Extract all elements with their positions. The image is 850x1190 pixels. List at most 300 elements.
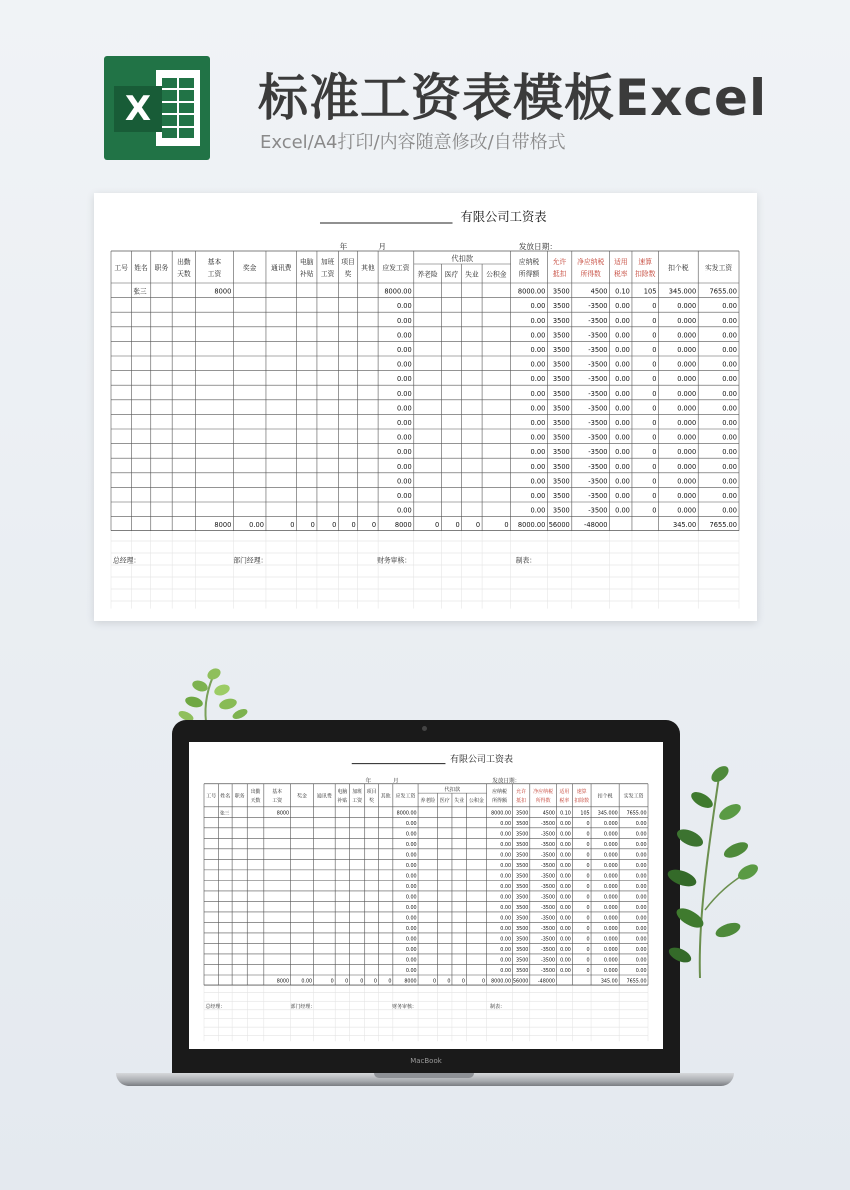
screen-header-fund: 公积金 xyxy=(469,798,484,805)
sheet-cell-taxable: 0.00 xyxy=(530,302,546,311)
screen-cell-quick: 0 xyxy=(586,969,590,975)
sheet-sheet-title: 有限公司工资表 xyxy=(460,210,547,224)
screen-cell-gross: 0.00 xyxy=(405,832,417,838)
sheet-total-medical: 0 xyxy=(455,521,460,530)
sheet-year-label: 年 xyxy=(339,242,348,251)
sheet-cell-taxable: 0.00 xyxy=(530,346,546,354)
sheet-header-allowed: 允许 xyxy=(552,258,567,266)
sheet-cell-gross: 0.00 xyxy=(396,462,412,471)
screen-cell-net: -3500 xyxy=(540,906,556,912)
sheet-cell-allowed: 3500 xyxy=(552,448,570,457)
sheet-cell-pay: 0.00 xyxy=(722,360,737,369)
sheet-cell-net: -3500 xyxy=(588,462,608,471)
sheet-cell-net: -3500 xyxy=(588,506,608,515)
sheet-cell-taxable: 0.00 xyxy=(530,492,546,500)
sheet-cell-tax: 0.000 xyxy=(677,477,697,486)
screen-cell-taxable: 0.00 xyxy=(500,937,512,943)
screen-cell-pay: 0.00 xyxy=(635,853,647,859)
screen-cell-rate: 0.00 xyxy=(560,937,571,943)
sheet-cell-tax: 0.000 xyxy=(677,462,697,471)
screen-cell-pay: 7655.00 xyxy=(626,811,647,817)
sheet-header-quick: 速算 xyxy=(638,258,653,266)
screen-cell-allowed: 3500 xyxy=(516,832,529,838)
sheet-header-pay: 实发工资 xyxy=(705,264,733,272)
screen-cell-allowed: 3500 xyxy=(516,811,529,817)
screen-cell-taxable: 0.00 xyxy=(500,895,512,901)
sheet-header-medical: 医疗 xyxy=(444,270,459,279)
screen-cell-pay: 0.00 xyxy=(635,927,647,933)
screen-cell-gross: 0.00 xyxy=(405,906,417,912)
sheet-cell-net: 4500 xyxy=(590,287,608,296)
sheet-cell-tax: 0.000 xyxy=(677,389,697,398)
sheet-header-base: 工资 xyxy=(207,270,222,278)
screen-cell-rate: 0.00 xyxy=(560,916,571,922)
screen-cell-gross: 0.00 xyxy=(405,863,417,869)
screen-cell-net: -3500 xyxy=(540,863,556,869)
screen-cell-tax: 0.000 xyxy=(603,821,618,827)
sheet-cell-tax: 0.000 xyxy=(677,346,697,354)
sheet-total-net: -48000 xyxy=(584,521,608,530)
screen-cell-rate: 0.00 xyxy=(560,842,571,848)
screen-cell-quick: 0 xyxy=(586,958,590,964)
screen-total-medical: 0 xyxy=(447,979,451,985)
sheet-cell-net: -3500 xyxy=(588,477,608,486)
sheet-header-telecom: 通讯费 xyxy=(271,264,292,272)
sheet-cell-net: -3500 xyxy=(588,331,608,340)
screen-cell-rate: 0.00 xyxy=(560,832,571,838)
screen-cell-net: -3500 xyxy=(540,885,556,891)
screen-header-base: 基本 xyxy=(272,789,283,796)
sheet-cell-tax: 0.000 xyxy=(677,316,697,325)
sheet-cell-quick: 0 xyxy=(652,492,657,500)
screen-cell-taxable: 0.00 xyxy=(500,853,512,859)
screen-cell-quick: 0 xyxy=(586,937,590,943)
sheet-cell-pay: 0.00 xyxy=(722,346,737,354)
sheet-cell-net: -3500 xyxy=(588,316,608,325)
sheet-header-net_taxable: 所得数 xyxy=(580,270,601,278)
sheet-cell-quick: 0 xyxy=(652,360,657,369)
screen-cell-gross: 0.00 xyxy=(405,895,417,901)
screen-cell-gross: 0.00 xyxy=(405,842,417,848)
sheet-cell-allowed: 3500 xyxy=(552,375,570,384)
sheet-cell-net: -3500 xyxy=(588,360,608,369)
screen-cell-pay: 0.00 xyxy=(635,937,647,943)
sheet-cell-pay: 0.00 xyxy=(722,462,737,471)
screen-cell-quick: 0 xyxy=(586,948,590,954)
screen-header-medical: 医疗 xyxy=(439,798,450,805)
sheet-header-rate: 税率 xyxy=(613,270,628,278)
sheet-cell-rate: 0.10 xyxy=(615,287,630,296)
sheet-header-project: 奖 xyxy=(344,270,352,278)
screen-cell-taxable: 0.00 xyxy=(500,821,512,827)
sheet-cell-pay: 7655.00 xyxy=(709,287,737,296)
screen-cell-rate: 0.00 xyxy=(560,885,571,891)
screen-total-net: -48000 xyxy=(537,979,556,985)
sheet-cell-gross: 0.00 xyxy=(396,302,412,311)
sheet-cell-quick: 0 xyxy=(652,404,657,413)
sheet-cell-pay: 0.00 xyxy=(722,302,737,311)
screen-cell-quick: 105 xyxy=(580,811,590,817)
screen-total-pension: 0 xyxy=(433,979,437,985)
screen-cell-quick: 0 xyxy=(586,885,590,891)
screen-cell-net: -3500 xyxy=(540,842,556,848)
screen-header-tax: 扣个税 xyxy=(597,793,613,800)
screen-header-rate: 适用 xyxy=(559,789,570,796)
sheet-header-net_taxable: 净应纳税 xyxy=(577,258,605,266)
screen-cell-gross: 0.00 xyxy=(405,937,417,943)
screen-total-pc: 0 xyxy=(345,979,349,985)
sheet-cell-tax: 0.000 xyxy=(677,331,697,340)
sheet-cell-tax: 0.000 xyxy=(677,506,697,515)
sheet-cell-allowed: 3500 xyxy=(552,360,570,369)
screen-cell-gross: 0.00 xyxy=(405,927,417,933)
sheet-signature-1: 部门经理： xyxy=(233,556,268,565)
sheet-cell-quick: 0 xyxy=(652,302,657,311)
sheet-cell-quick: 0 xyxy=(652,419,657,427)
screen-cell-tax: 0.000 xyxy=(603,937,618,943)
screen-cell-quick: 0 xyxy=(586,842,590,848)
screen-header-pension: 养老险 xyxy=(420,798,436,805)
sheet-cell-quick: 105 xyxy=(643,287,657,296)
laptop xyxy=(172,720,680,1074)
screen-month-label: 月 xyxy=(392,778,399,785)
sheet-cell-pay: 0.00 xyxy=(722,404,737,413)
sheet-total-telecom: 0 xyxy=(290,521,295,530)
screen-cell-taxable: 0.00 xyxy=(500,863,512,869)
sheet-total-bonus: 0.00 xyxy=(249,521,264,530)
screen-cell-quick: 0 xyxy=(586,927,590,933)
screen-cell-quick: 0 xyxy=(586,863,590,869)
sheet-cell-allowed: 3500 xyxy=(552,331,570,340)
sheet-cell-pay: 0.00 xyxy=(722,448,737,457)
screen-cell-allowed: 3500 xyxy=(516,916,529,922)
sheet-cell-pay: 0.00 xyxy=(722,331,737,340)
sheet-cell-gross: 0.00 xyxy=(396,433,412,442)
screen-header-quick: 速算 xyxy=(576,789,587,796)
sheet-cell-allowed: 3500 xyxy=(552,419,570,427)
sheet-total-tax: 345.00 xyxy=(672,521,697,530)
screen-date-label: 发放日期： xyxy=(492,778,521,785)
sheet-header-other: 其他 xyxy=(361,264,375,272)
screen-total-gross: 8000 xyxy=(404,979,417,985)
sheet-cell-quick: 0 xyxy=(652,375,657,384)
camera-icon xyxy=(422,726,427,731)
screen-signature-3: 制表： xyxy=(490,1004,506,1011)
sheet-withholding-group: 代扣款 xyxy=(451,254,474,263)
sheet-header-gross: 应发工资 xyxy=(382,264,410,272)
sheet-date-label: 发放日期： xyxy=(518,242,557,251)
sheet-cell-quick: 0 xyxy=(652,346,657,354)
screen-header-gross: 应发工资 xyxy=(395,793,416,800)
screen-cell-taxable: 0.00 xyxy=(500,958,512,964)
screen-header-unemployment: 失业 xyxy=(454,798,465,805)
screen-cell-rate: 0.00 xyxy=(560,958,571,964)
sheet-header-project: 项目 xyxy=(341,258,355,266)
screen-total-telecom: 0 xyxy=(330,979,334,985)
sheet-cell-name: 张三 xyxy=(133,287,147,296)
sheet-cell-pay: 0.00 xyxy=(722,389,737,398)
sheet-cell-taxable: 0.00 xyxy=(530,404,546,413)
screen-cell-gross: 0.00 xyxy=(405,948,417,954)
screen-cell-gross: 0.00 xyxy=(405,874,417,880)
screen-total-base: 8000 xyxy=(276,979,290,985)
sheet-header-bonus: 奖金 xyxy=(242,264,257,272)
sheet-header-pension: 养老险 xyxy=(417,270,438,279)
screen-cell-tax: 0.000 xyxy=(603,853,618,859)
screen-cell-allowed: 3500 xyxy=(516,906,529,912)
screen-header-other: 其他 xyxy=(380,793,391,800)
sheet-cell-allowed: 3500 xyxy=(552,302,570,311)
screen-cell-allowed: 3500 xyxy=(516,821,529,827)
screen-cell-tax: 0.000 xyxy=(603,927,618,933)
screen-cell-rate: 0.00 xyxy=(560,874,571,880)
sheet-cell-gross: 0.00 xyxy=(396,360,412,369)
screen-cell-allowed: 3500 xyxy=(516,969,529,975)
screen-cell-pay: 0.00 xyxy=(635,842,647,848)
screen-header-attendance: 天数 xyxy=(250,797,261,804)
page-subtitle: Excel/A4打印/内容随意修改/自带格式 xyxy=(260,132,566,153)
sheet-signature-3: 制表： xyxy=(515,556,537,565)
sheet-cell-rate: 0.00 xyxy=(615,433,630,442)
sheet-cell-rate: 0.00 xyxy=(615,360,630,369)
screen-cell-allowed: 3500 xyxy=(516,937,529,943)
screen-cell-tax: 0.000 xyxy=(603,916,618,922)
sheet-cell-tax: 0.000 xyxy=(677,419,697,427)
screen-sheet-title: 有限公司工资表 xyxy=(450,755,513,766)
sheet-header-position: 职务 xyxy=(154,264,169,272)
screen-cell-allowed: 3500 xyxy=(516,958,529,964)
screen-cell-gross: 0.00 xyxy=(405,916,417,922)
screen-cell-tax: 0.000 xyxy=(603,969,618,975)
screen-header-name: 姓名 xyxy=(220,793,231,800)
screen-header-bonus: 奖金 xyxy=(297,793,307,800)
screen-cell-net: 4500 xyxy=(542,811,556,817)
screen-cell-taxable: 0.00 xyxy=(500,948,512,954)
sheet-cell-rate: 0.00 xyxy=(615,448,630,457)
sheet-cell-tax: 0.000 xyxy=(677,404,697,413)
sheet-total-project: 0 xyxy=(351,521,356,530)
screen-cell-quick: 0 xyxy=(586,832,590,838)
sheet-cell-gross: 0.00 xyxy=(396,492,412,500)
screen-cell-gross: 0.00 xyxy=(405,885,417,891)
screen-header-project: 项目 xyxy=(366,789,377,796)
screen-cell-quick: 0 xyxy=(586,916,590,922)
sheet-cell-quick: 0 xyxy=(652,477,657,486)
screen-header-net_taxable: 所得数 xyxy=(535,797,551,804)
sheet-cell-net: -3500 xyxy=(588,346,608,354)
sheet-cell-rate: 0.00 xyxy=(615,419,630,427)
screen-cell-allowed: 3500 xyxy=(516,853,529,859)
screen-total-other: 0 xyxy=(388,979,392,985)
screen-cell-pay: 0.00 xyxy=(635,958,647,964)
sheet-cell-taxable: 0.00 xyxy=(530,375,546,384)
sheet-cell-tax: 0.000 xyxy=(677,375,697,384)
sheet-cell-gross: 0.00 xyxy=(396,346,412,354)
sheet-cell-taxable: 0.00 xyxy=(530,389,546,398)
sheet-cell-net: -3500 xyxy=(588,492,608,500)
sheet-cell-gross: 0.00 xyxy=(396,404,412,413)
sheet-cell-taxable: 0.00 xyxy=(530,477,546,486)
screen-cell-taxable: 0.00 xyxy=(500,842,512,848)
screen-cell-quick: 0 xyxy=(586,906,590,912)
screen-header-id: 工号 xyxy=(206,793,217,800)
sheet-total-pay: 7655.00 xyxy=(709,521,737,530)
laptop-base xyxy=(116,1073,734,1086)
sheet-cell-rate: 0.00 xyxy=(615,477,630,486)
sheet-total-allowed: 56000 xyxy=(548,521,570,530)
sheet-cell-gross: 0.00 xyxy=(396,477,412,486)
sheet-cell-tax: 0.000 xyxy=(677,302,697,311)
sheet-cell-tax: 0.000 xyxy=(677,360,697,369)
sheet-cell-gross: 0.00 xyxy=(396,448,412,457)
salary-table-mini xyxy=(189,742,663,1049)
sheet-cell-allowed: 3500 xyxy=(552,287,570,296)
screen-cell-tax: 0.000 xyxy=(603,863,618,869)
sheet-cell-pay: 0.00 xyxy=(722,477,737,486)
screen-header-quick: 扣除数 xyxy=(574,797,590,804)
screen-cell-gross: 0.00 xyxy=(405,821,417,827)
screen-header-position: 职务 xyxy=(234,793,245,800)
sheet-cell-pay: 0.00 xyxy=(722,433,737,442)
sheet-cell-allowed: 3500 xyxy=(552,346,570,354)
screen-cell-taxable: 0.00 xyxy=(500,832,512,838)
screen-cell-allowed: 3500 xyxy=(516,874,529,880)
screen-total-tax: 345.00 xyxy=(600,979,618,985)
sheet-cell-quick: 0 xyxy=(652,331,657,340)
screen-total-pay: 7655.00 xyxy=(626,979,647,985)
sheet-cell-pay: 0.00 xyxy=(722,316,737,325)
sheet-cell-quick: 0 xyxy=(652,433,657,442)
screen-cell-pay: 0.00 xyxy=(635,821,647,827)
screen-cell-tax: 345.000 xyxy=(597,811,618,817)
screen-header-net_taxable: 净应纳税 xyxy=(533,789,554,796)
sheet-cell-allowed: 3500 xyxy=(552,492,570,500)
screen-cell-quick: 0 xyxy=(586,821,590,827)
screen-cell-rate: 0.00 xyxy=(560,821,571,827)
sheet-cell-taxable: 0.00 xyxy=(530,360,546,369)
screen-header-allowed: 允许 xyxy=(516,789,527,796)
screen-cell-taxable: 0.00 xyxy=(500,916,512,922)
screen-cell-rate: 0.00 xyxy=(560,853,571,859)
screen-cell-net: -3500 xyxy=(540,948,556,954)
screen-cell-rate: 0.00 xyxy=(560,969,571,975)
logo-letter: X xyxy=(114,86,162,132)
sheet-cell-allowed: 3500 xyxy=(552,462,570,471)
screen-signature-0: 总经理： xyxy=(205,1004,226,1011)
screen-cell-gross: 0.00 xyxy=(405,853,417,859)
laptop-screen xyxy=(189,742,663,1049)
plant-right-icon xyxy=(660,760,760,980)
sheet-cell-net: -3500 xyxy=(588,302,608,311)
screen-cell-tax: 0.000 xyxy=(603,906,618,912)
sheet-cell-tax: 0.000 xyxy=(677,492,697,500)
sheet-cell-rate: 0.00 xyxy=(615,316,630,325)
sheet-cell-quick: 0 xyxy=(652,389,657,398)
sheet-cell-quick: 0 xyxy=(652,462,657,471)
screen-cell-net: -3500 xyxy=(540,937,556,943)
sheet-cell-rate: 0.00 xyxy=(615,506,630,515)
screen-cell-rate: 0.00 xyxy=(560,895,571,901)
screen-cell-rate: 0.10 xyxy=(560,811,571,817)
screen-cell-taxable: 0.00 xyxy=(500,885,512,891)
screen-cell-net: -3500 xyxy=(540,853,556,859)
sheet-total-pc: 0 xyxy=(310,521,315,530)
sheet-header-unemployment: 失业 xyxy=(465,270,479,279)
laptop-brand: MacBook xyxy=(410,1057,442,1065)
screen-header-base: 工资 xyxy=(272,797,283,804)
screen-cell-tax: 0.000 xyxy=(603,948,618,954)
screen-total-project: 0 xyxy=(373,979,377,985)
screen-cell-tax: 0.000 xyxy=(603,874,618,880)
sheet-header-pc: 电脑 xyxy=(299,258,314,266)
screen-cell-tax: 0.000 xyxy=(603,895,618,901)
sheet-cell-net: -3500 xyxy=(588,389,608,398)
sheet-cell-quick: 0 xyxy=(652,316,657,325)
sheet-month-label: 月 xyxy=(378,242,387,251)
screen-cell-taxable: 8000.00 xyxy=(491,811,512,817)
salary-table xyxy=(94,193,757,621)
screen-header-project: 奖 xyxy=(369,797,375,804)
screen-cell-allowed: 3500 xyxy=(516,863,529,869)
sheet-header-attendance: 出勤 xyxy=(177,258,191,266)
sheet-cell-allowed: 3500 xyxy=(552,506,570,515)
sheet-header-overtime: 工资 xyxy=(320,270,335,278)
sheet-cell-taxable: 0.00 xyxy=(530,462,546,471)
screen-cell-taxable: 0.00 xyxy=(500,969,512,975)
screen-header-taxable: 应纳税 xyxy=(492,789,507,796)
screen-cell-gross: 8000.00 xyxy=(396,811,417,817)
screen-signature-1: 部门经理： xyxy=(290,1004,316,1011)
screen-header-pc: 补贴 xyxy=(337,797,348,804)
sheet-cell-tax: 0.000 xyxy=(677,433,697,442)
sheet-cell-rate: 0.00 xyxy=(615,375,630,384)
sheet-cell-quick: 0 xyxy=(652,448,657,457)
sheet-total-overtime: 0 xyxy=(332,521,337,530)
screen-cell-allowed: 3500 xyxy=(516,927,529,933)
screen-cell-net: -3500 xyxy=(540,821,556,827)
screen-cell-pay: 0.00 xyxy=(635,948,647,954)
sheet-header-taxable: 所得额 xyxy=(518,270,540,278)
plant-left-icon xyxy=(176,664,256,724)
laptop-notch xyxy=(374,1073,474,1078)
sheet-cell-pay: 0.00 xyxy=(722,419,737,427)
sheet-header-fund: 公积金 xyxy=(486,270,507,279)
screen-cell-net: -3500 xyxy=(540,874,556,880)
sheet-cell-rate: 0.00 xyxy=(615,462,630,471)
sheet-total-pension: 0 xyxy=(435,521,440,530)
screen-cell-rate: 0.00 xyxy=(560,948,571,954)
screen-cell-pay: 0.00 xyxy=(635,885,647,891)
screen-cell-pay: 0.00 xyxy=(635,969,647,975)
screen-signature-2: 财务审核： xyxy=(392,1004,417,1011)
sheet-cell-allowed: 3500 xyxy=(552,477,570,486)
sheet-cell-rate: 0.00 xyxy=(615,404,630,413)
screen-total-taxable: 8000.00 xyxy=(491,979,512,985)
screen-cell-pay: 0.00 xyxy=(635,916,647,922)
sheet-cell-allowed: 3500 xyxy=(552,404,570,413)
sheet-cell-gross: 0.00 xyxy=(396,375,412,384)
screen-header-taxable: 所得额 xyxy=(492,797,507,804)
screen-cell-allowed: 3500 xyxy=(516,885,529,891)
sheet-total-unemployment: 0 xyxy=(475,521,481,530)
screen-cell-net: -3500 xyxy=(540,895,556,901)
sheet-header-pc: 补贴 xyxy=(299,270,314,278)
sheet-cell-base: 8000 xyxy=(214,287,232,296)
screen-cell-quick: 0 xyxy=(586,874,590,880)
sheet-total-gross: 8000 xyxy=(394,521,412,530)
screen-cell-name: 张三 xyxy=(219,811,230,817)
sheet-cell-net: -3500 xyxy=(588,448,608,457)
